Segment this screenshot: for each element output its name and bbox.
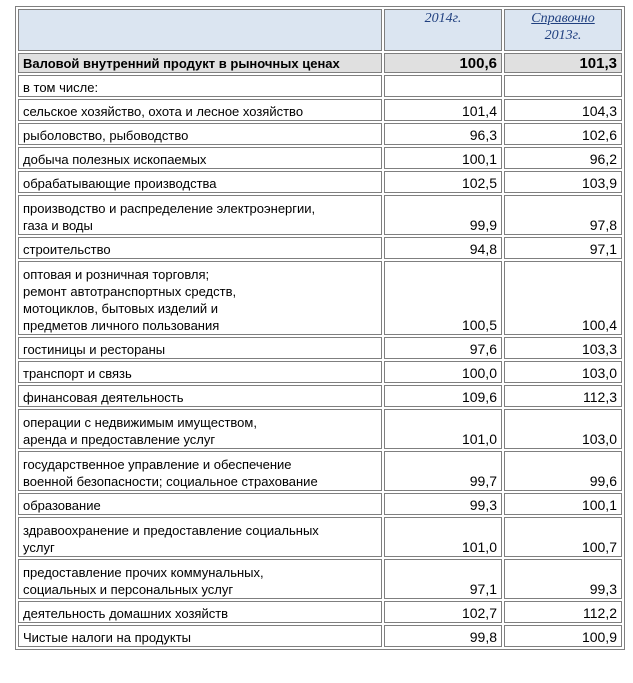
row-label	[18, 147, 382, 169]
table-row	[18, 493, 622, 515]
intro-label: в том числе:	[18, 75, 382, 97]
gdp-table-container	[15, 6, 625, 650]
value-2014-text: 99,7	[469, 473, 497, 489]
value-2014-text: 94,8	[469, 241, 497, 257]
row-label	[18, 601, 382, 623]
row-label-line: финансовая деятельность	[23, 390, 184, 405]
value-2014-text: 96,3	[469, 127, 497, 143]
value-2013-text: 103,0	[581, 365, 617, 381]
value-2013-text: 112,3	[583, 389, 617, 405]
row-value-2014	[384, 195, 502, 235]
row-label-line: транспорт и связь	[23, 366, 132, 381]
row-label-line: Чистые налоги на продукты	[23, 630, 192, 645]
row-value-2014	[384, 361, 502, 383]
intro-empty-2014	[384, 75, 502, 97]
row-value-2013	[504, 123, 622, 145]
row-value-2014	[384, 625, 502, 647]
row-label-line: предметов личного пользования	[23, 318, 220, 333]
row-value-2013	[504, 99, 622, 121]
total-2014: 100,6	[384, 53, 502, 73]
row-value-2014	[384, 517, 502, 557]
row-label-line: образование	[23, 498, 101, 513]
value-2013-text: 100,7	[581, 539, 617, 555]
row-label	[18, 123, 382, 145]
value-2014-text: 101,0	[461, 431, 497, 447]
value-2014-text: 109,6	[461, 389, 497, 405]
row-label	[18, 409, 382, 449]
header-ref-line1: Справочно	[531, 11, 595, 26]
row-label-line: гостиницы и рестораны	[23, 342, 166, 357]
header-row	[18, 9, 622, 51]
row-label-line: добыча полезных ископаемых	[23, 152, 207, 167]
row-label-line: социальных и персональных услуг	[23, 582, 234, 597]
header-2013-reference	[504, 9, 622, 51]
row-label	[18, 237, 382, 259]
table-row	[18, 123, 622, 145]
row-value-2014	[384, 171, 502, 193]
row-value-2013	[504, 261, 622, 335]
row-label	[18, 625, 382, 647]
row-label-line: военной безопасности; социальное страхование	[23, 474, 318, 489]
total-label: Валовой внутренний продукт в рыночных ценах	[18, 53, 382, 73]
table-row	[18, 361, 622, 383]
row-label	[18, 559, 382, 599]
table-row	[18, 559, 622, 599]
row-value-2013	[504, 559, 622, 599]
value-2013-text: 100,4	[581, 317, 617, 333]
table-row	[18, 171, 622, 193]
header-2014-label: 2014г.	[424, 11, 462, 26]
row-value-2014	[384, 409, 502, 449]
row-label-line: здравоохранение и предоставление социальных	[23, 523, 319, 538]
value-2014-text: 99,3	[469, 497, 497, 513]
row-value-2013	[504, 409, 622, 449]
header-ref-line2: 2013г.	[544, 28, 582, 43]
row-value-2013	[504, 337, 622, 359]
row-label	[18, 361, 382, 383]
row-value-2014	[384, 261, 502, 335]
table-row	[18, 385, 622, 407]
gdp-index-table	[15, 6, 625, 650]
row-label	[18, 493, 382, 515]
row-label-line: государственное управление и обеспечение	[23, 457, 292, 472]
row-label	[18, 337, 382, 359]
row-label	[18, 451, 382, 491]
row-label	[18, 195, 382, 235]
value-2013-text: 100,1	[581, 497, 617, 513]
row-label	[18, 517, 382, 557]
row-label-line: аренда и предоставление услуг	[23, 432, 216, 447]
row-value-2013	[504, 625, 622, 647]
table-row	[18, 261, 622, 335]
value-2013-text: 103,0	[581, 431, 617, 447]
table-row	[18, 237, 622, 259]
row-label	[18, 99, 382, 121]
value-2013-text: 99,6	[589, 473, 617, 489]
row-label-line: оптовая и розничная торговля;	[23, 267, 210, 282]
row-value-2013	[504, 171, 622, 193]
table-row	[18, 409, 622, 449]
value-2013-text: 112,2	[583, 605, 617, 621]
row-value-2014	[384, 147, 502, 169]
table-row	[18, 337, 622, 359]
value-2014-text: 100,0	[461, 365, 497, 381]
value-2014-text: 101,0	[461, 539, 497, 555]
row-label	[18, 171, 382, 193]
row-label-line: мотоциклов, бытовых изделий и	[23, 301, 219, 316]
value-2014-text: 97,1	[469, 581, 497, 597]
row-value-2014	[384, 385, 502, 407]
total-row	[18, 53, 622, 73]
value-2013-text: 104,3	[581, 103, 617, 119]
row-label-line: строительство	[23, 242, 111, 257]
value-2013-text: 97,8	[589, 217, 617, 233]
table-row	[18, 147, 622, 169]
row-value-2014	[384, 559, 502, 599]
value-2013-text: 99,3	[589, 581, 617, 597]
value-2014-text: 100,1	[461, 151, 497, 167]
value-2014-text: 100,5	[461, 317, 497, 333]
value-2014-text: 99,8	[469, 629, 497, 645]
row-value-2013	[504, 195, 622, 235]
header-blank-cell	[18, 9, 382, 51]
value-2013-text: 97,1	[589, 241, 617, 257]
row-label-line: газа и воды	[23, 218, 93, 233]
row-value-2014	[384, 237, 502, 259]
row-value-2014	[384, 493, 502, 515]
row-value-2013	[504, 493, 622, 515]
row-value-2014	[384, 601, 502, 623]
value-2013-text: 96,2	[589, 151, 617, 167]
row-label-line: услуг	[23, 540, 55, 555]
row-value-2013	[504, 601, 622, 623]
value-2014-text: 102,7	[461, 605, 497, 621]
row-value-2013	[504, 237, 622, 259]
row-label-line: обрабатывающие производства	[23, 176, 217, 191]
table-row	[18, 625, 622, 647]
row-label	[18, 385, 382, 407]
row-label-line: деятельность домашних хозяйств	[23, 606, 229, 621]
row-label-line: производство и распределение электроэнергии,	[23, 201, 316, 216]
row-label-line: операции с недвижимым имуществом,	[23, 415, 257, 430]
table-row	[18, 601, 622, 623]
value-2013-text: 103,3	[581, 341, 617, 357]
row-label-line: предоставление прочих коммунальных,	[23, 565, 264, 580]
value-2014-text: 101,4	[461, 103, 497, 119]
row-label-line: рыболовство, рыбоводство	[23, 128, 189, 143]
value-2013-text: 100,9	[581, 629, 617, 645]
row-label	[18, 261, 382, 335]
row-value-2014	[384, 123, 502, 145]
value-2013-text: 102,6	[581, 127, 617, 143]
row-label-line: ремонт автотранспортных средств,	[23, 284, 237, 299]
row-value-2013	[504, 517, 622, 557]
intro-row	[18, 75, 622, 97]
row-value-2013	[504, 361, 622, 383]
row-value-2013	[504, 147, 622, 169]
value-2014-text: 97,6	[469, 341, 497, 357]
table-row	[18, 99, 622, 121]
row-value-2014	[384, 337, 502, 359]
table-row	[18, 195, 622, 235]
row-value-2013	[504, 451, 622, 491]
header-2014	[384, 9, 502, 51]
row-value-2014	[384, 451, 502, 491]
total-2013: 101,3	[504, 53, 622, 73]
value-2014-text: 102,5	[461, 175, 497, 191]
table-row	[18, 451, 622, 491]
value-2014-text: 99,9	[469, 217, 497, 233]
value-2013-text: 103,9	[581, 175, 617, 191]
row-value-2013	[504, 385, 622, 407]
row-value-2014	[384, 99, 502, 121]
row-label-line: сельское хозяйство, охота и лесное хозяйство	[23, 104, 304, 119]
intro-empty-2013	[504, 75, 622, 97]
table-row	[18, 517, 622, 557]
